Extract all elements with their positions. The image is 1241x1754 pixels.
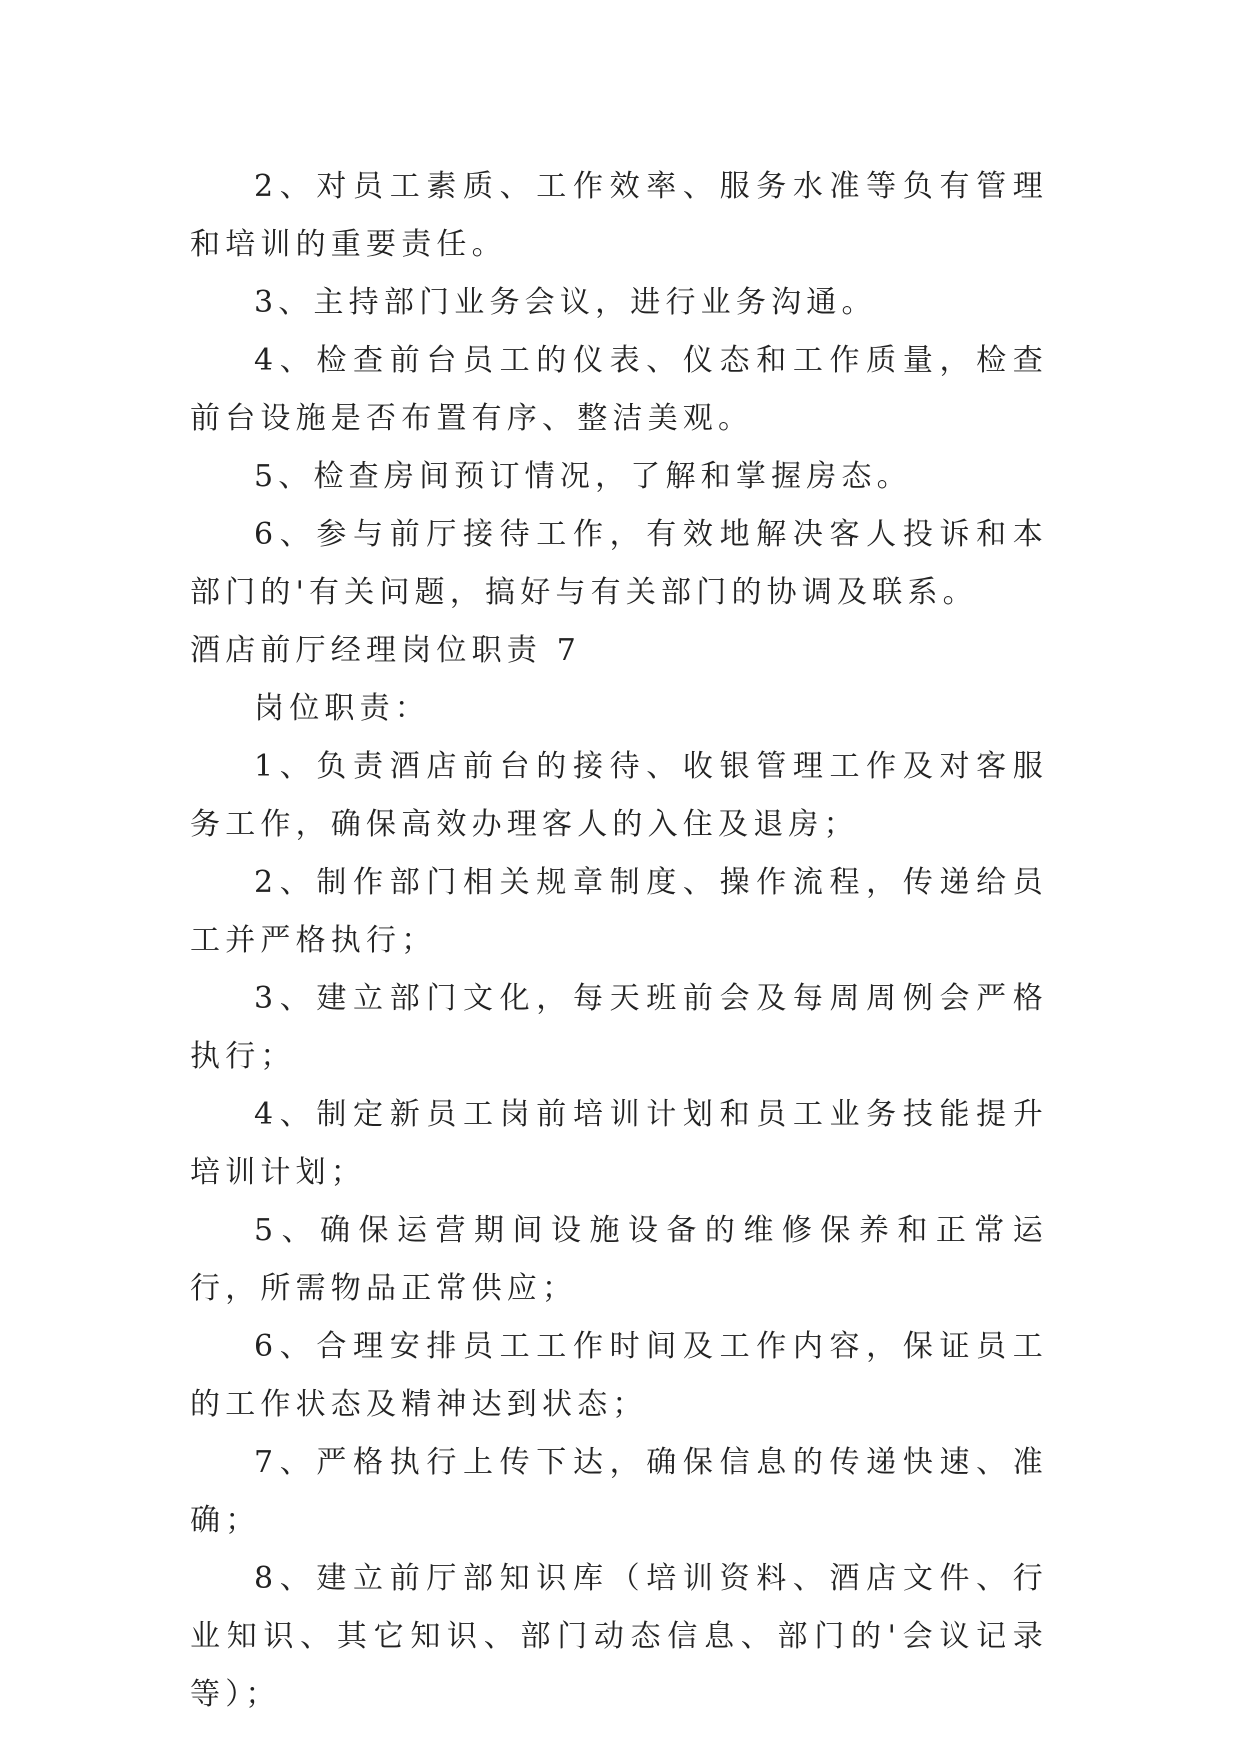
section-title: 酒店前厅经理岗位职责 7 — [190, 633, 582, 668]
paragraph-item-8: 8、建立前厅部知识库（培训资料、酒店文件、行业知识、其它知识、部门动态信息、部门的'会议记录等）； — [190, 1561, 1048, 1712]
paragraph-item-6: 6、合理安排员工工作时间及工作内容，保证员工的工作状态及精神达到状态； — [190, 1329, 1048, 1422]
paragraph-item-1: 1、负责酒店前台的接待、收银管理工作及对客服务工作，确保高效办理客人的入住及退房； — [190, 749, 1048, 842]
paragraph-item-3: 3、建立部门文化，每天班前会及每周周例会严格执行； — [190, 981, 1048, 1074]
section-subheading: 岗位职责： — [254, 691, 430, 726]
paragraph-item-7: 7、严格执行上传下达，确保信息的传递快速、准确； — [190, 1445, 1048, 1538]
document-body — [190, 158, 1048, 1724]
paragraph-duty-5: 5、检查房间预订情况，了解和掌握房态。 — [254, 459, 912, 494]
paragraph-duty-2: 2、对员工素质、工作效率、服务水准等负有管理和培训的重要责任。 — [190, 169, 1048, 262]
paragraph-item-2: 2、制作部门相关规章制度、操作流程，传递给员工并严格执行； — [190, 865, 1048, 958]
paragraph-item-5: 5、确保运营期间设施设备的维修保养和正常运行，所需物品正常供应； — [190, 1213, 1048, 1306]
paragraph-item-4: 4、制定新员工岗前培训计划和员工业务技能提升培训计划； — [190, 1097, 1048, 1190]
paragraph-duty-4: 4、检查前台员工的仪表、仪态和工作质量，检查前台设施是否布置有序、整洁美观。 — [190, 343, 1048, 436]
paragraph-duty-3: 3、主持部门业务会议，进行业务沟通。 — [254, 285, 877, 320]
paragraph-duty-6: 6、参与前厅接待工作，有效地解决客人投诉和本部门的'有关问题，搞好与有关部门的协调及联系。 — [190, 517, 1048, 610]
